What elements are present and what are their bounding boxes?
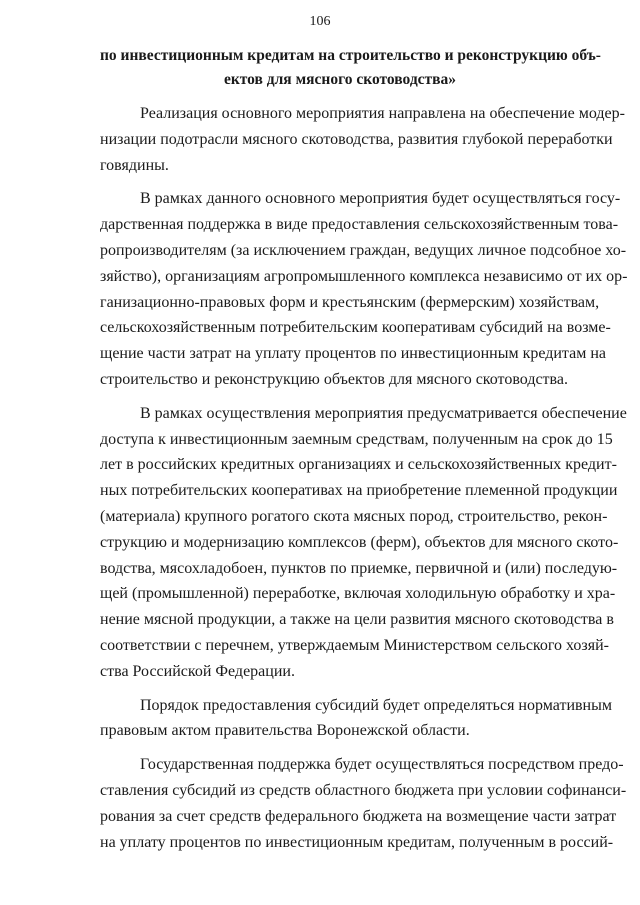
text-line: на уплату процентов по инвестиционным кредитам, полученным в россий- [100, 833, 614, 851]
text-line: водства, мясохладобоен, пунктов по приемке, первичной и (или) последую- [100, 559, 618, 577]
text-line: сельскохозяйственным потребительским кооперативам субсидий на возме- [100, 319, 611, 337]
text-line: Порядок предоставления субсидий будет определяться нормативным [140, 696, 612, 714]
text-line: В рамках данного основного мероприятия будет осуществляться госу- [140, 190, 621, 208]
paragraph-goal [100, 101, 625, 178]
text-line: ганизационно-правовых форм и крестьянским (фермерским) хозяйствам, [100, 293, 600, 311]
text-line: ропроизводителям (за исключением граждан, ведущих личное подсобное хо- [100, 241, 627, 259]
text-line: правовым актом правительства Воронежской области. [100, 722, 470, 740]
text-line: рования за счет средств федерального бюджета на возмещение части затрат [100, 807, 617, 825]
text-line: лет в российских кредитных организациях и сельскохозяйственных кредит- [100, 456, 617, 474]
text-line: нение мясной продукции, а также на цели развития мясного скотоводства в [100, 611, 614, 629]
page-number: 106 [309, 14, 331, 29]
section-heading [100, 44, 601, 92]
text-line: (материала) крупного рогатого скота мясных пород, строительство, рекон- [100, 507, 608, 525]
text-line: ства Российской Федерации. [100, 662, 295, 680]
text-line: доступа к инвестиционным заемным средствам, полученным на срок до 15 [100, 430, 613, 448]
paragraph-support [100, 186, 628, 392]
text-line: говядины. [100, 156, 169, 174]
paragraph-state-support [100, 752, 627, 855]
text-line: Государственная поддержка будет осуществляться посредством предо- [140, 756, 624, 774]
text-line: соответствии с перечнем, утверждаемым Министерством сельского хозяй- [100, 636, 609, 654]
text-line: струкцию и модернизацию комплексов (ферм), объектов для мясного ското- [100, 533, 619, 551]
paragraph-access [100, 401, 627, 685]
text-line: ставления субсидий из средств областного бюджета при условии софинанси- [100, 781, 627, 799]
text-line: Реализация основного мероприятия направлена на обеспечение модер- [140, 105, 625, 122]
text-line: щение части затрат на уплату процентов по инвестиционным кредитам на [100, 345, 607, 363]
text-line: щей (промышленной) переработке, включая холодильную обработку и хра- [100, 585, 616, 603]
text-line: дарственная поддержка в виде предоставления сельскохозяйственным това- [100, 216, 619, 234]
document-body [100, 101, 628, 863]
text-line: низации подотрасли мясного скотоводства, развития глубокой переработки [100, 130, 613, 148]
heading-line: по инвестиционным кредитам на строительство и реконструкцию объ- [100, 47, 601, 64]
heading-line: ектов для мясного скотоводства» [223, 71, 457, 88]
text-line: зяйство), организациям агропромышленного комплекса независимо от их ор- [100, 267, 628, 285]
text-line: строительство и реконструкцию объектов для мясного скотоводства. [100, 370, 568, 388]
paragraph-procedure [100, 693, 612, 745]
text-line: В рамках осуществления мероприятия предусматривается обеспечение [140, 404, 627, 422]
text-line: ных потребительских кооперативах на приобретение племенной продукции [100, 482, 618, 500]
